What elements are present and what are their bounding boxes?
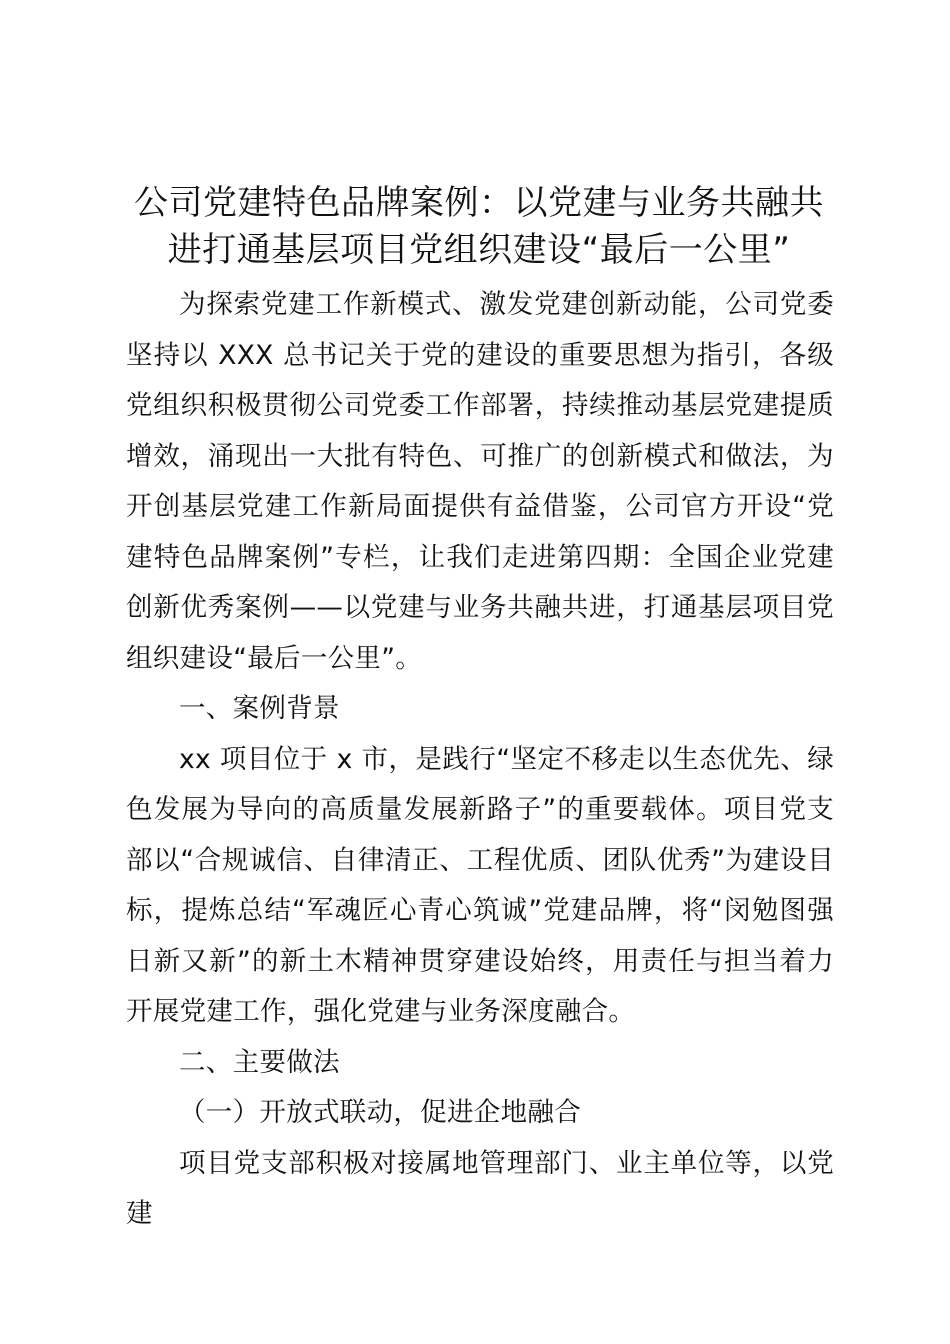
document-body [126, 280, 834, 1240]
subsection-heading-1: （一）开放式联动，促进企地融合 [179, 1097, 581, 1128]
document-title: 公司党建特色品牌案例：以党建与业务共融共进打通基层项目党组织建设“最后一公里” [134, 183, 824, 270]
background-paragraph: xx 项目位于 x 市，是践行“坚定不移走以生态优先、绿色发展为导向的高质量发展新路子”的重要载体。项目党支部以“合规诚信、自律清正、工程优质、团队优秀”为建设目标，提炼总结“军魂匠心青心筑诚”党建品牌，将“闵勉图强日新又新”的新土木精神贯穿建设始终，用责任与担当着力开展党建工作，强化党建与业务深度融合。 [126, 743, 834, 1027]
section-heading-methods: 二、主要做法 [179, 1046, 340, 1078]
intro-paragraph: 为探索党建工作新模式、激发党建创新动能，公司党委坚持以 XXX 总书记关于党的建设的重要思想为指引，各级党组织积极贯彻公司党委工作部署，持续推动基层党建提质增效，涌现出一大批有特色、可推广的创新模式和做法，为开创基层党建工作新局面提供有益借鉴，公司官方开设“党建特色品牌案例”专栏，让我们走进第四期：全国企业党建创新优秀案例——以党建与业务共融共进，打通基层项目党组织建设“最后一公里”。 [126, 289, 834, 674]
methods-paragraph: 项目党支部积极对接属地管理部门、业主单位等，以党建 [126, 1147, 834, 1229]
section-heading-background: 一、案例背景 [179, 693, 340, 724]
